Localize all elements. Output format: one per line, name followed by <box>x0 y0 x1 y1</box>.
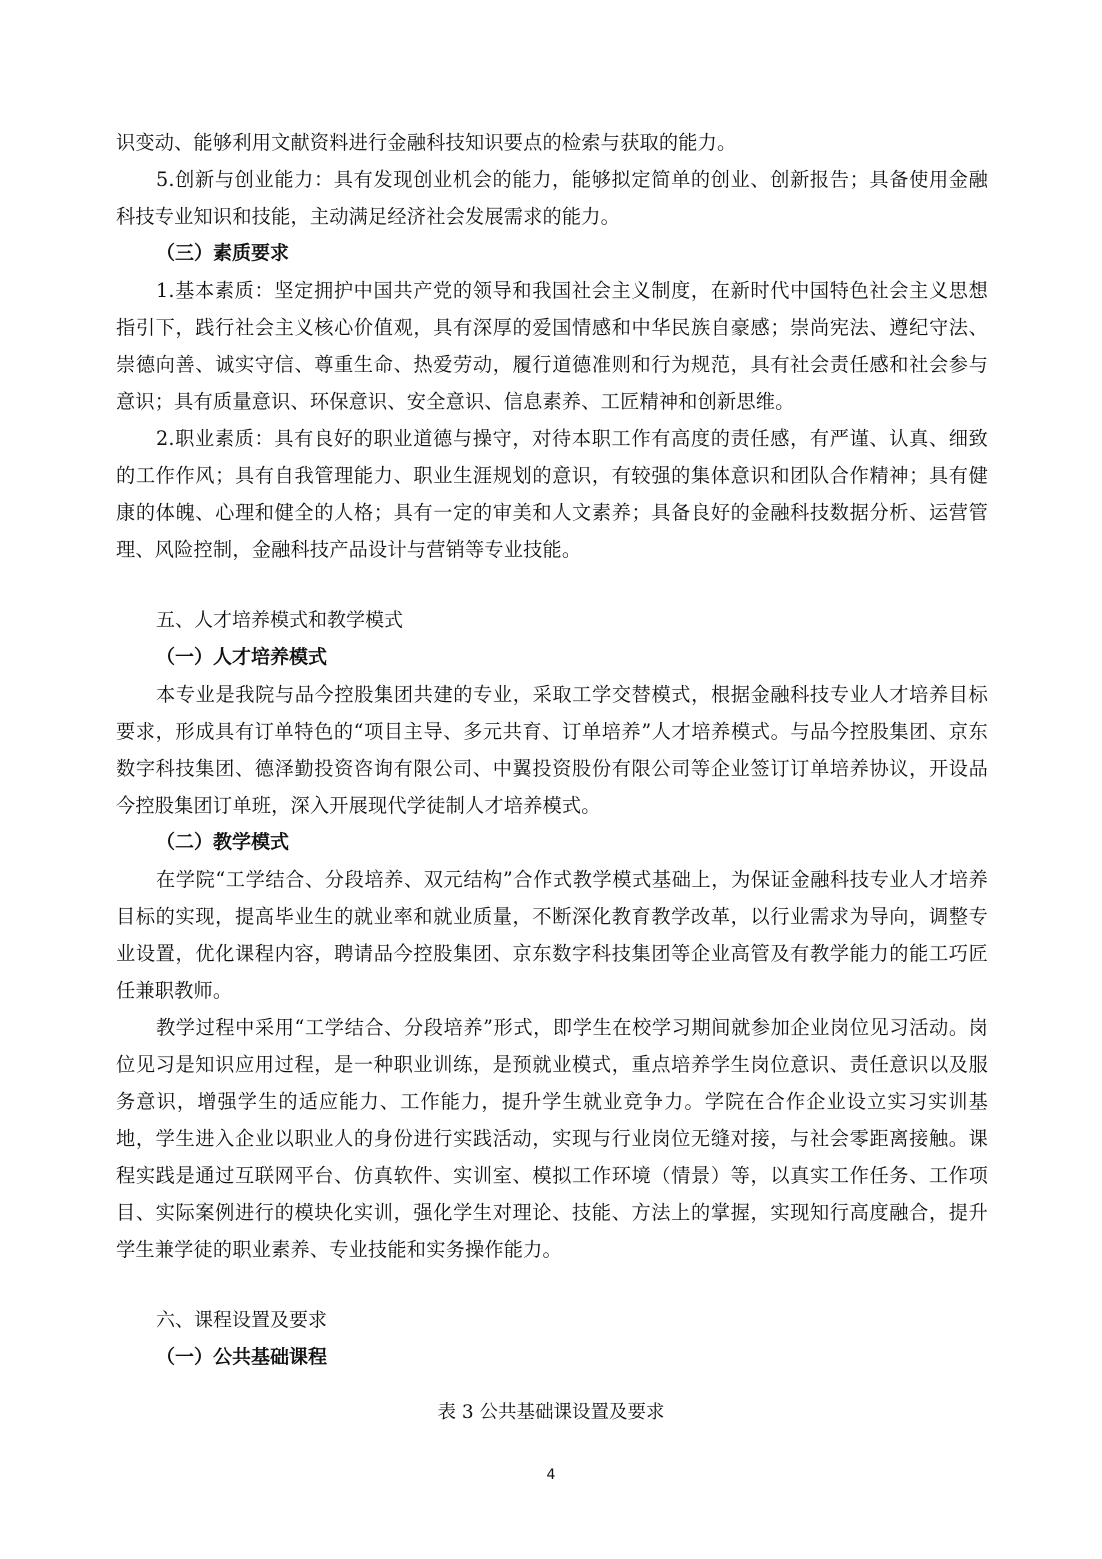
heading-quality-requirements: （三）素质要求 <box>156 242 290 264</box>
heading-talent-model: （一）人才培养模式 <box>156 646 328 668</box>
section-gap <box>116 568 988 602</box>
heading-section-five: 五、人才培养模式和教学模式 <box>156 609 404 631</box>
paragraph-talent-model: 本专业是我院与品今控股集团共建的专业，采取工学交替模式，根据金融科技专业人才培养目标要求，形成具有订单特色的“项目主导、多元共育、订单培养”人才培养模式。与品今控股集团、京东数字科技集团、德泽勤投资咨询有限公司、中翼投资股份有限公司等企业签订订单培养协议，开设品今控股集团订单班，深入开展现代学徒制人才培养模式。 <box>116 683 988 817</box>
page-number: 4 <box>546 1467 556 1483</box>
paragraph-professional-quality: 2.职业素质：具有良好的职业道德与操守，对待本职工作有高度的责任感，有严谨、认真、细致的工作作风；具有自我管理能力、职业生涯规划的意识，有较强的集体意识和团队合作精神；具有健康的体魄、心理和健全的人格；具有一定的审美和人文素养；具备良好的金融科技数据分析、运营管理、风险控制，金融科技产品设计与营销等专业技能。 <box>116 427 988 561</box>
heading-section-six: 六、课程设置及要求 <box>156 1309 328 1331</box>
page-content <box>116 124 988 1376</box>
paragraph-teaching-process: 教学过程中采用“工学结合、分段培养”形式，即学生在校学习期间就参加企业岗位见习活动。岗位见习是知识应用过程，是一种职业训练，是预就业模式，重点培养学生岗位意识、责任意识以及服务意识，增强学生的适应能力、工作能力，提升学生就业竞争力。学院在合作企业设立实习实训基地，学生进入企业以职业人的身份进行实践活动，实现与行业岗位无缝对接，与社会零距离接触。课程实践是通过互联网平台、仿真软件、实训室、模拟工作环境（情景）等，以真实工作任务、工作项目、实际案例进行的模块化实训，强化学生对理论、技能、方法上的掌握，实现知行高度融合，提升学生兼学徒的职业素养、专业技能和实务操作能力。 <box>116 1016 988 1261</box>
paragraph-basic-quality: 1.基本素质：坚定拥护中国共产党的领导和我国社会主义制度，在新时代中国特色社会主义思想指引下，践行社会主义核心价值观，具有深厚的爱国情感和中华民族自豪感；崇尚宪法、遵纪守法、崇德向善、诚实守信、尊重生命、热爱劳动，履行道德准则和行为规范，具有社会责任感和社会参与意识；具有质量意识、环保意识、安全意识、信息素养、工匠精神和创新思维。 <box>116 279 988 413</box>
section-gap <box>116 1268 988 1302</box>
table-caption: 表 3 公共基础课设置及要求 <box>437 1402 665 1423</box>
heading-public-courses: （一）公共基础课程 <box>156 1346 328 1368</box>
paragraph-teaching-model: 在学院“工学结合、分段培养、双元结构”合作式教学模式基础上，为保证金融科技专业人才培养目标的实现，提高毕业生的就业率和就业质量，不断深化教育教学改革，以行业需求为导向，调整专业设置，优化课程内容，聘请品今控股集团、京东数字科技集团等企业高管及有教学能力的能工巧匠任兼职教师。 <box>116 868 988 1002</box>
paragraph-knowledge-continued: 识变动、能够利用文献资料进行金融科技知识要点的检索与获取的能力。 <box>116 131 737 154</box>
paragraph-innovation-ability: 5.创新与创业能力：具有发现创业机会的能力，能够拟定简单的创业、创新报告；具备使用金融科技专业知识和技能，主动满足经济社会发展需求的能力。 <box>116 168 988 228</box>
heading-teaching-model: （二）教学模式 <box>156 831 290 853</box>
